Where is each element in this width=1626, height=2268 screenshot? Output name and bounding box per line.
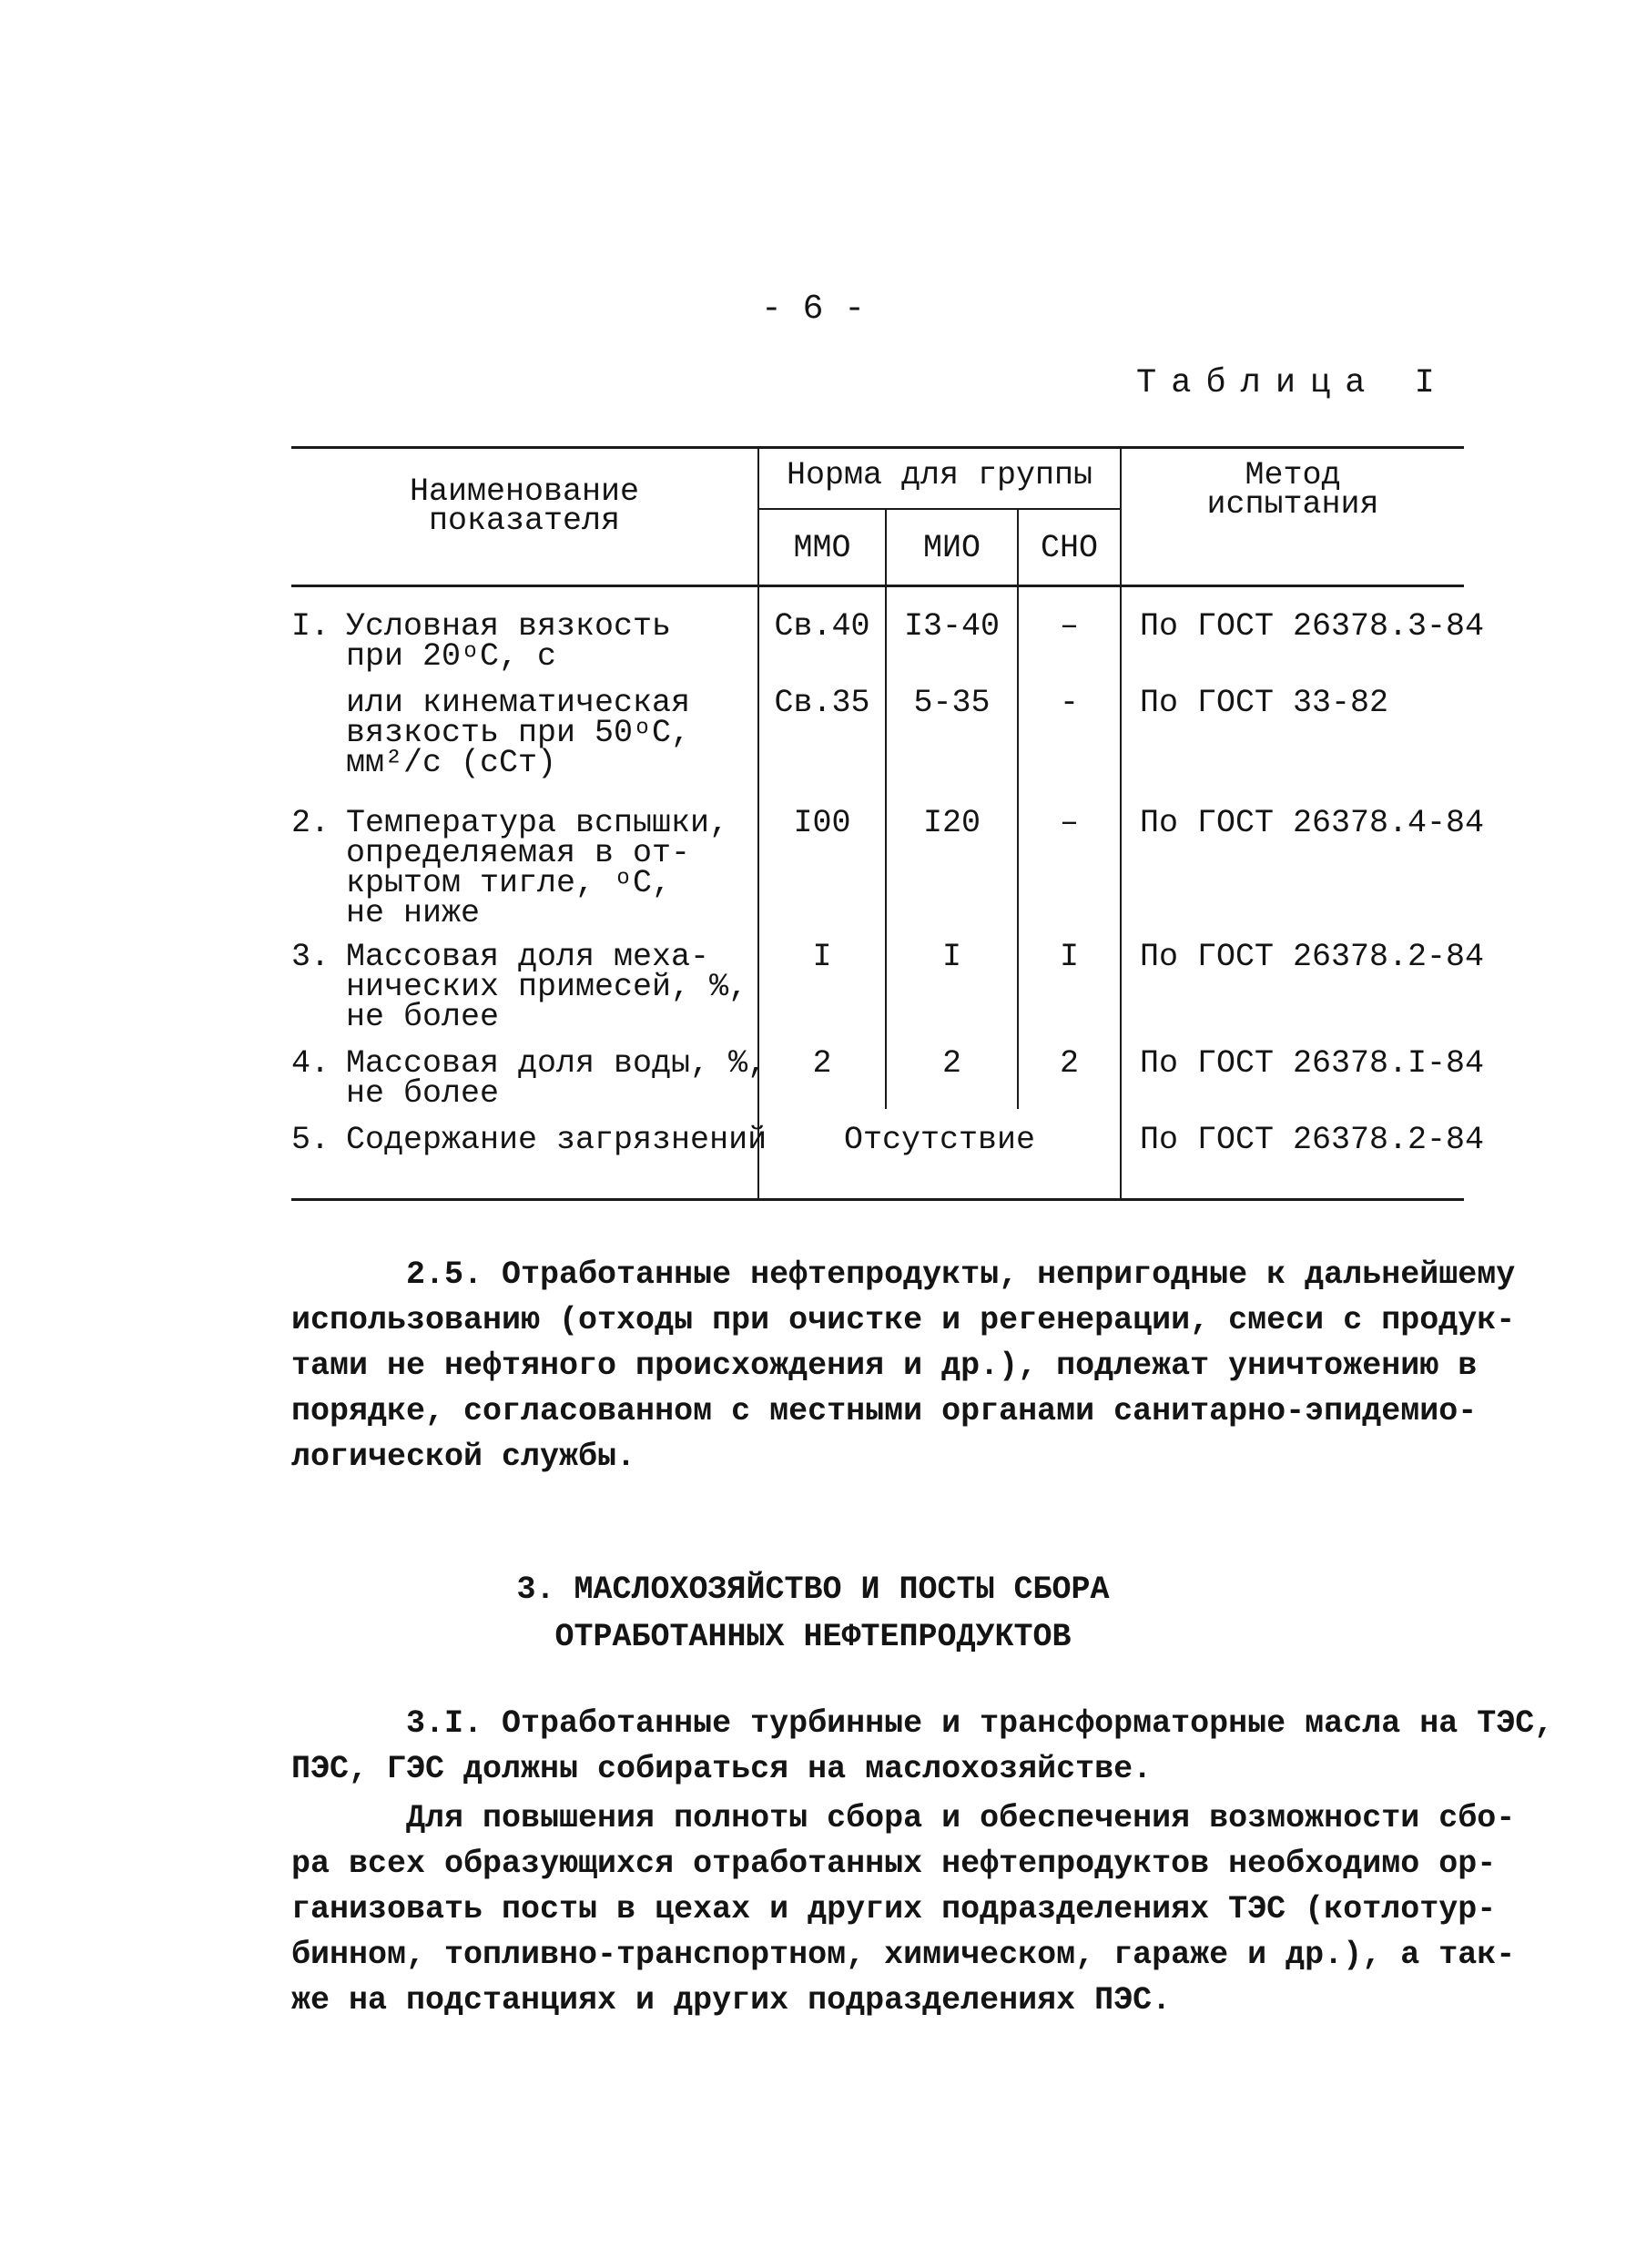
- cell-sno: -: [1059, 685, 1079, 721]
- cell-method: По ГОСТ 33-82: [1140, 685, 1389, 721]
- section-heading: 3. МАСЛОХОЗЯЙСТВО И ПОСТЫ СБОРА ОТРАБОТАННЫХ НЕФТЕПРОДУКТОВ: [516, 1571, 1110, 1655]
- header-norm-group: Норма для группы: [786, 457, 1093, 493]
- table-bottom-rule: [291, 1198, 1464, 1201]
- indicators-table: [291, 446, 1485, 1200]
- cell-method: По ГОСТ 26378.3-84: [1140, 608, 1485, 645]
- paragraph-2-5: 2.5. Отработанные нефтепродукты, непригодные к дальнейшему использованию (отходы при очистке и регенерации, смеси с продук- тами не нефтяного происхождения и др.), подлежат уничтожению в порядке, согласованном с местными органами санитарно-эпидемио- логической службы.: [291, 1256, 1516, 1475]
- row-name: Содержание загрязнений: [346, 1122, 767, 1158]
- row-name: Массовая доля меха- нических примесей, %, не более: [346, 939, 748, 1035]
- cell-mmo: I00: [793, 805, 851, 841]
- row-name: или кинематическая вязкость при 50ᵒС, мм²/с (сСт): [346, 685, 691, 781]
- cell-sno: 2: [1059, 1045, 1079, 1082]
- row-number: 3.: [291, 939, 330, 975]
- header-group-sno: СНО: [1040, 530, 1098, 566]
- cell-method: По ГОСТ 26378.2-84: [1140, 1122, 1485, 1158]
- cell-mmo: Св.35: [774, 685, 870, 721]
- row-number: I.: [291, 608, 330, 645]
- row-name: Массовая доля воды, %, не более: [346, 1045, 767, 1112]
- paragraph-3-1-continued: Для повышения полноты сбора и обеспечения возможности сбо- ра всех образующихся отработанных нефтепродуктов необходимо ор- ганизовать посты в цехах и других подразделениях ТЭС (котлотур- бинном, топливно-транспортном, химическом, гараже и др.), а так- же на подстанциях и других подразделениях ПЭС.: [291, 1800, 1516, 2019]
- cell-mio: I20: [922, 805, 981, 841]
- cell-mmo: 2: [812, 1045, 832, 1082]
- paragraph-3-1: 3.I. Отработанные турбинные и трансформаторные масла на ТЭС, ПЭС, ГЭС должны собираться на маслохозяйстве.: [291, 1705, 1554, 1787]
- cell-mio: I3-40: [903, 608, 1001, 645]
- cell-mio: 2: [941, 1045, 961, 1082]
- cell-mmo: I: [812, 939, 832, 975]
- header-group-mmo: ММО: [793, 530, 851, 566]
- cell-mio: I: [941, 939, 961, 975]
- header-method: Метод испытания: [1206, 457, 1379, 523]
- header-name: Наименование показателя: [409, 473, 640, 539]
- header-group-mio: МИО: [922, 530, 981, 566]
- row-number: 5.: [291, 1122, 330, 1158]
- row-number: 4.: [291, 1045, 330, 1082]
- cell-mio: 5-35: [913, 685, 991, 721]
- header-bottom-rule: [291, 585, 1464, 587]
- cell-sno: –: [1059, 805, 1079, 841]
- cell-sno: –: [1059, 608, 1079, 645]
- table-caption: Таблица I: [1136, 364, 1449, 402]
- cell-method: По ГОСТ 26378.I-84: [1140, 1045, 1485, 1082]
- cell-method: По ГОСТ 26378.2-84: [1140, 939, 1485, 975]
- cell-sno: I: [1059, 939, 1079, 975]
- cell-mmo: Св.40: [774, 608, 870, 645]
- row-name: Условная вязкость при 20ᵒС, с: [346, 608, 672, 675]
- header-group-rule: [757, 508, 1122, 510]
- row-name: Температура вспышки, определяемая в от- крытом тигле, ᵒС, не ниже: [346, 805, 729, 931]
- col-rule-method: [1120, 446, 1122, 1200]
- row-number: 2.: [291, 805, 330, 841]
- table-top-rule: [291, 446, 1464, 449]
- page-number: - 6 -: [760, 290, 866, 329]
- cell-merged-norm: Отсутствие: [843, 1122, 1036, 1158]
- cell-method: По ГОСТ 26378.4-84: [1140, 805, 1485, 841]
